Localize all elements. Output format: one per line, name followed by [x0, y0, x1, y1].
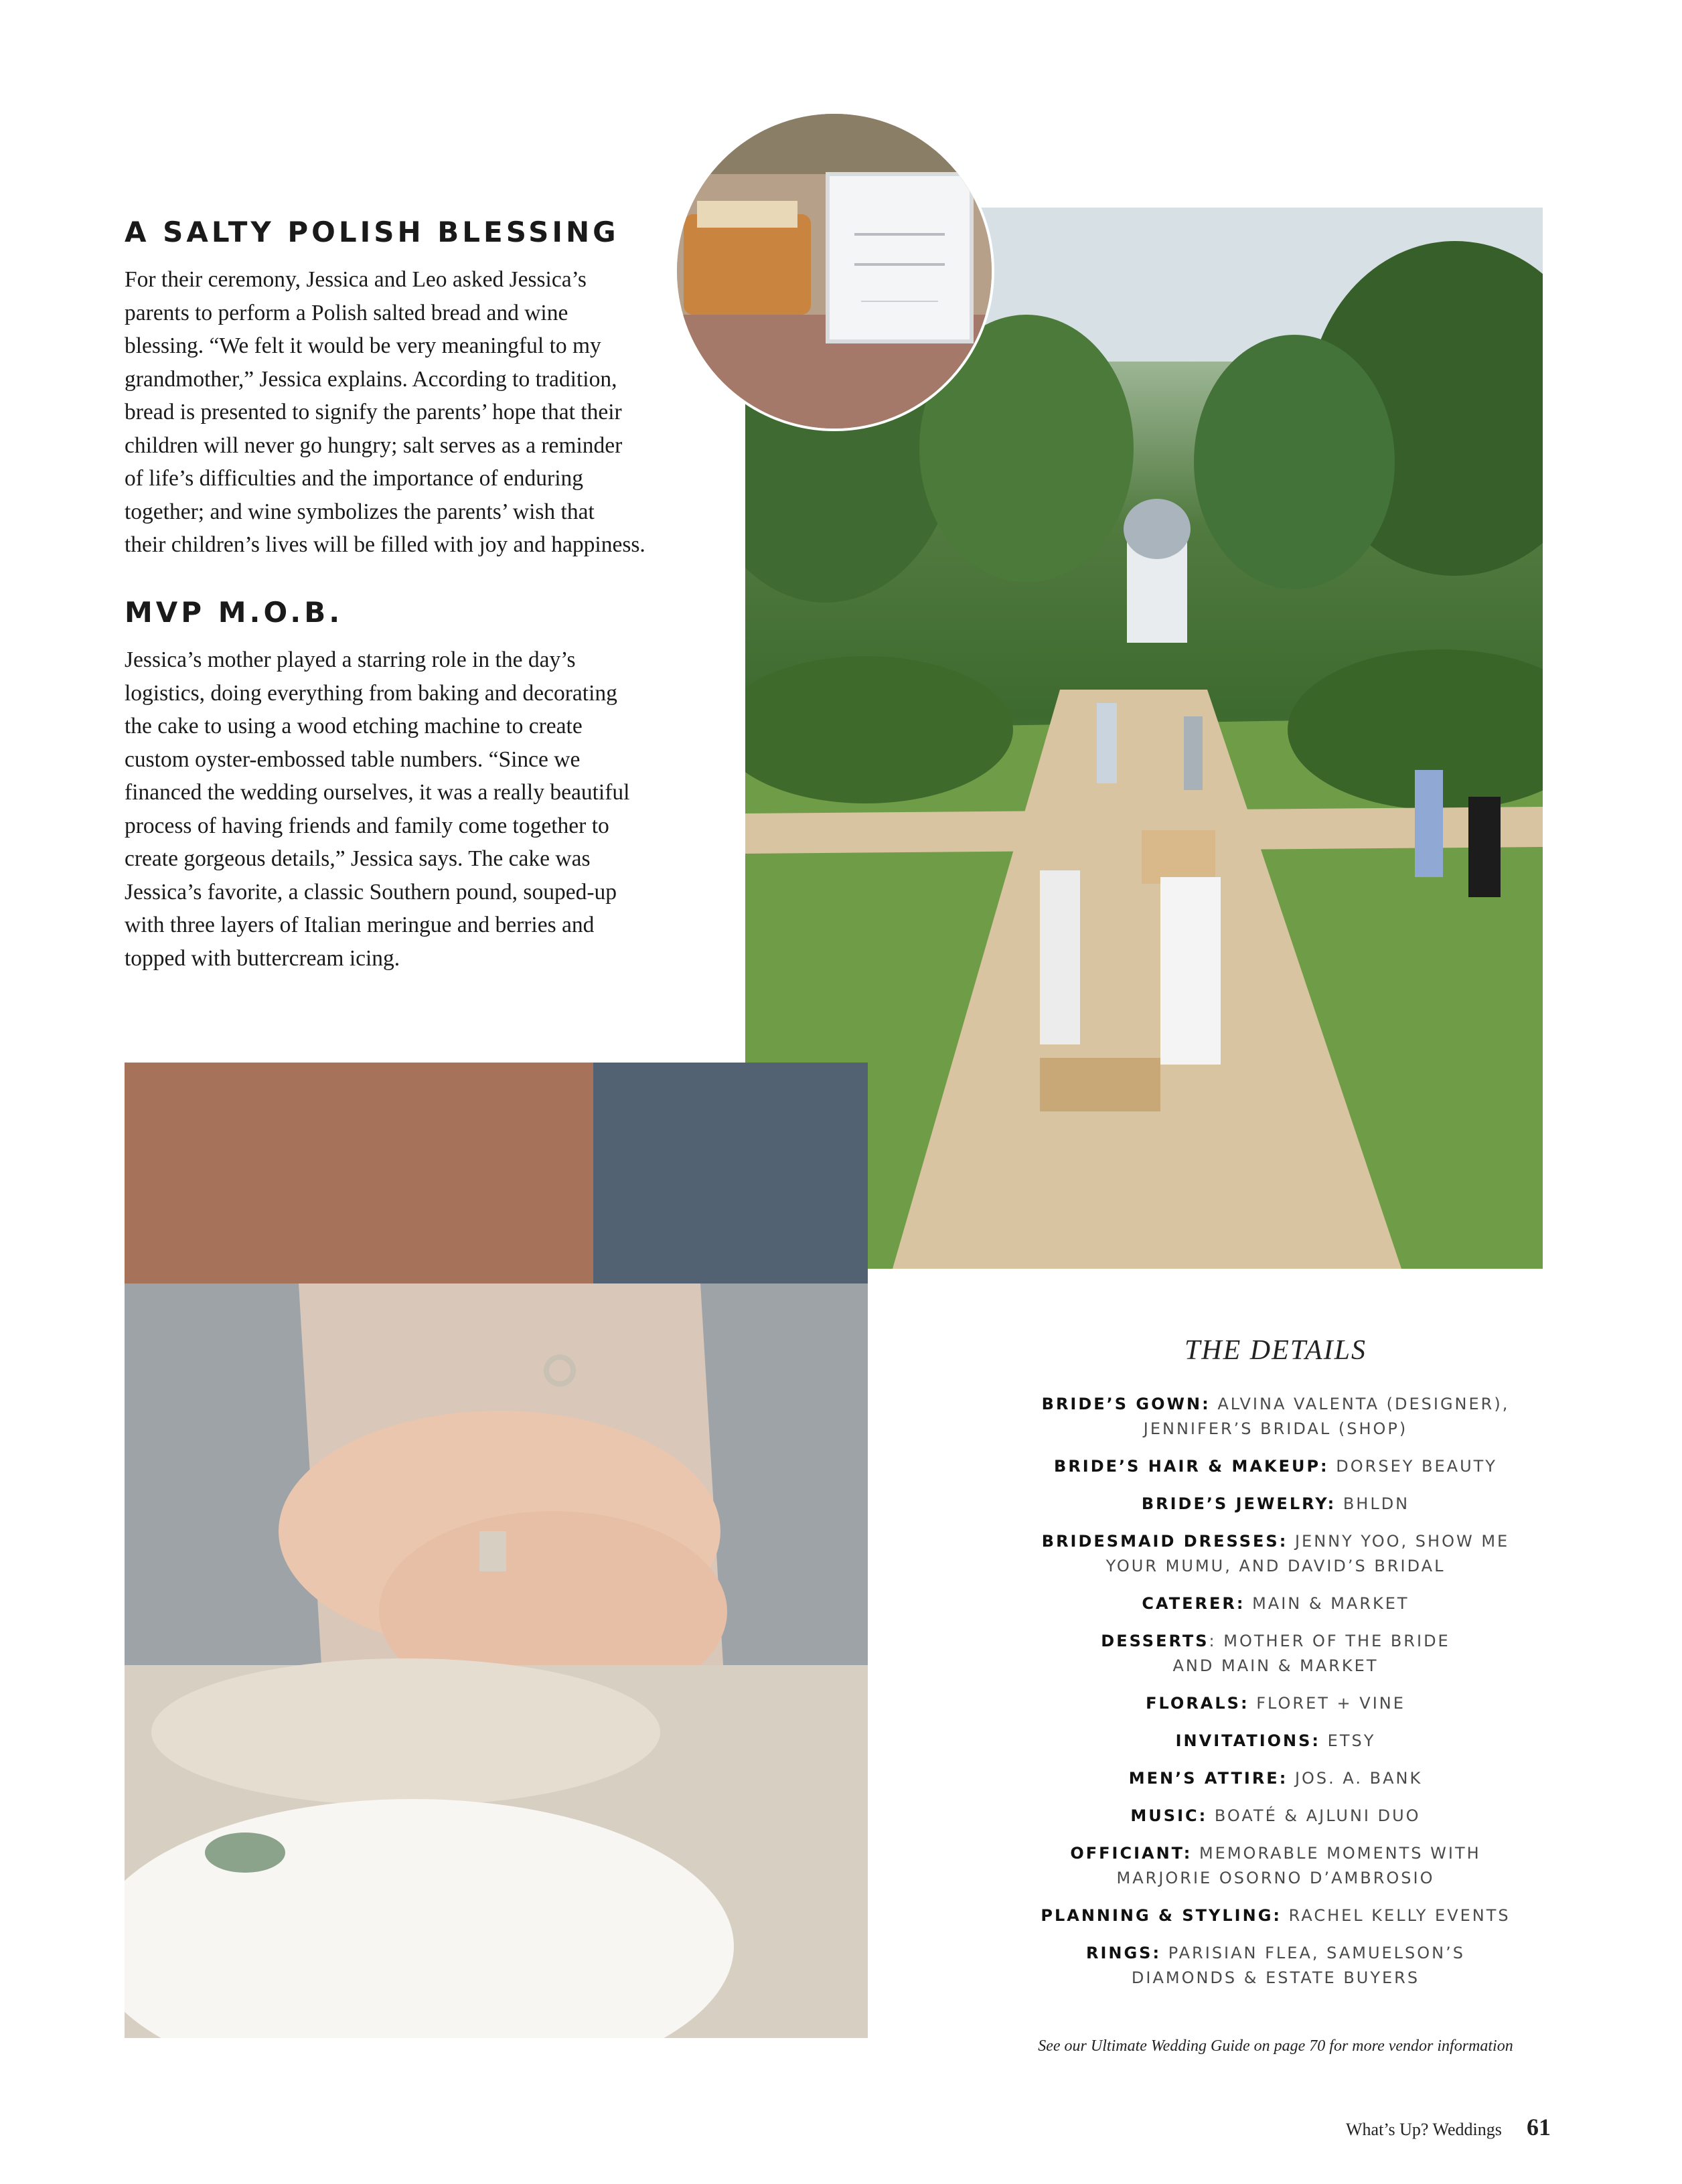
- detail-value: ALVINA VALENTA (DESIGNER),: [1217, 1395, 1510, 1413]
- section-heading-salty-polish-blessing: A SALTY POLISH BLESSING: [125, 216, 619, 248]
- detail-value: JOS. A. BANK: [1294, 1769, 1423, 1788]
- detail-value: FLORET + VINE: [1256, 1694, 1405, 1713]
- detail-value: ETSY: [1327, 1731, 1376, 1750]
- detail-label: CATERER:: [1142, 1594, 1245, 1613]
- detail-rings: [924, 1941, 1627, 1991]
- detail-value: : MOTHER OF THE BRIDE: [1209, 1632, 1450, 1650]
- bride-groom-rings-photo: [125, 1063, 868, 2038]
- detail-value-continued: YOUR MUMU, AND DAVID’S BRIDAL: [1105, 1557, 1446, 1575]
- detail-value-continued: AND MAIN & MARKET: [1172, 1656, 1379, 1675]
- detail-mens-attire: [924, 1766, 1627, 1791]
- detail-label: DESSERTS: [1101, 1632, 1209, 1650]
- detail-label: MEN’S ATTIRE:: [1128, 1769, 1288, 1788]
- inset-photo-illustration: [677, 114, 992, 428]
- detail-value: PARISIAN FLEA, SAMUELSON’S: [1168, 1944, 1465, 1962]
- detail-officiant: [924, 1841, 1627, 1891]
- detail-value-continued: JENNIFER’S BRIDAL (SHOP): [1143, 1419, 1408, 1438]
- details-title: THE DETAILS: [1184, 1335, 1367, 1366]
- detail-value: BOATÉ & AJLUNI DUO: [1214, 1806, 1421, 1825]
- section-heading-mvp-mob: MVP M.O.B.: [125, 596, 343, 629]
- detail-florals: [924, 1691, 1627, 1716]
- detail-label: BRIDE’S JEWELRY:: [1141, 1494, 1336, 1513]
- detail-desserts: [924, 1629, 1627, 1679]
- publication-name: What’s Up? Weddings: [1346, 2120, 1502, 2139]
- page-number: 61: [1527, 2114, 1551, 2140]
- detail-invitations: [924, 1729, 1627, 1753]
- detail-label: FLORALS:: [1146, 1694, 1249, 1713]
- detail-value: DORSEY BEAUTY: [1336, 1457, 1497, 1476]
- detail-label: BRIDE’S GOWN:: [1041, 1395, 1211, 1413]
- detail-jewelry: [924, 1492, 1627, 1516]
- detail-value: MAIN & MARKET: [1252, 1594, 1409, 1613]
- detail-label: PLANNING & STYLING:: [1041, 1906, 1282, 1925]
- detail-label: BRIDE’S HAIR & MAKEUP:: [1054, 1457, 1329, 1476]
- section-body-mvp-mob: Jessica’s mother played a starring role in the day’s logistics, doing everything from baking and decorating the cake to using a wood etching machine to create custom oyster-embossed table numbers. “Since we financed the wedding ourselves, it was a really beautiful process of having friends and family come together to create gorgeous details,” Jessica says. The cake was Jessica’s favorite, a classic Southern pound, souped-up with three layers of Italian meringue and berries and topped with buttercream icing.: [125, 647, 630, 971]
- detail-brides-gown: [924, 1392, 1627, 1441]
- section-body-salty-polish-blessing: For their ceremony, Jessica and Leo asked Jessica’s parents to perform a Polish salted bread and wine blessing. “We felt it would be very meaningful to my grandmother,” Jessica explains. According to tradition, bread is presented to signify the parents’ hope that their children will never go hungry; salt serves as a reminder of life’s difficulties and the importance of enduring together; and wine symbolizes the parents’ wish that their children’s lives will be filled with joy and happiness.: [125, 267, 645, 557]
- detail-value: BHLDN: [1343, 1494, 1410, 1513]
- detail-planning-styling: [924, 1903, 1627, 1928]
- detail-label: OFFICIANT:: [1070, 1844, 1193, 1863]
- detail-hair-makeup: [924, 1454, 1627, 1479]
- detail-value-continued: DIAMONDS & ESTATE BUYERS: [1131, 1968, 1420, 1987]
- detail-label: INVITATIONS:: [1175, 1731, 1321, 1750]
- detail-music: [924, 1804, 1627, 1828]
- ceremony-sign-inset-photo: [674, 111, 994, 431]
- detail-value-continued: MARJORIE OSORNO D’AMBROSIO: [1116, 1869, 1435, 1887]
- detail-bridesmaid-dresses: [924, 1529, 1627, 1579]
- detail-label: RINGS:: [1085, 1944, 1162, 1962]
- rings-photo-illustration: [125, 1063, 868, 2038]
- detail-value: JENNY YOO, SHOW ME: [1294, 1532, 1510, 1551]
- detail-label: MUSIC:: [1130, 1806, 1208, 1825]
- detail-label: BRIDESMAID DRESSES:: [1041, 1532, 1288, 1551]
- detail-caterer: [924, 1591, 1627, 1616]
- vendor-guide-footnote: See our Ultimate Wedding Guide on page 70 for more vendor information: [1038, 2037, 1513, 2055]
- detail-value: MEMORABLE MOMENTS WITH: [1199, 1844, 1481, 1863]
- detail-value: RACHEL KELLY EVENTS: [1288, 1906, 1511, 1925]
